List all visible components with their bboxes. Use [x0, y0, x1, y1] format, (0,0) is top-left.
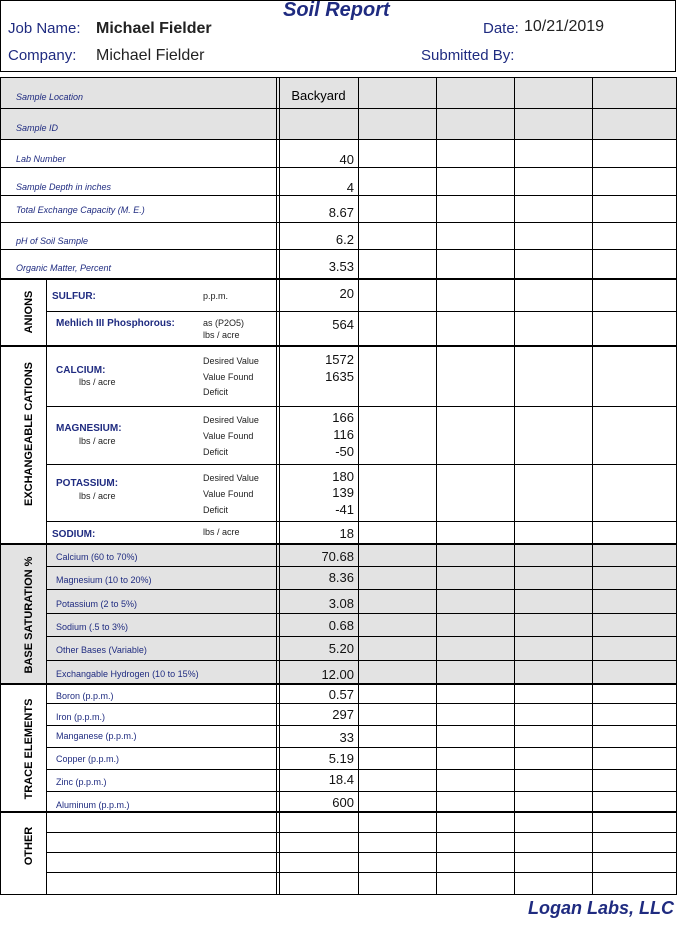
table-row	[46, 347, 676, 407]
magnesium-found-label: Value Found	[203, 431, 254, 441]
aluminum-value: 600	[332, 795, 354, 810]
table-row	[46, 833, 676, 853]
table-row	[46, 590, 676, 614]
company-value: Michael Fielder	[96, 47, 205, 64]
table-row	[46, 465, 676, 522]
magnesium-deficit-value: -50	[335, 444, 354, 459]
copper-label: Copper (p.p.m.)	[56, 754, 120, 764]
report-title: Soil Report	[283, 0, 390, 21]
phosphorous-value: 564	[332, 317, 354, 332]
table-row	[46, 685, 676, 704]
sulfur-value: 20	[339, 286, 354, 301]
table-row	[46, 726, 676, 748]
potassium-found-value: 139	[332, 485, 354, 500]
calcium-found-label: Value Found	[203, 372, 254, 382]
magnesium-found-value: 116	[333, 427, 354, 442]
zinc-value: 18.4	[328, 772, 354, 787]
bs-hydrogen-label: Exchangable Hydrogen (10 to 15%)	[56, 669, 199, 679]
bs-other-bases-label: Other Bases (Variable)	[56, 645, 147, 655]
phosphorous-unit-lbs: lbs / acre	[203, 330, 240, 340]
soil-data-table	[0, 77, 677, 895]
table-row	[46, 853, 676, 873]
tec-value: 8.67	[328, 205, 354, 220]
sample-location-value: Backyard	[291, 88, 346, 103]
table-row	[46, 704, 676, 726]
bs-sodium-label: Sodium (.5 to 3%)	[56, 622, 129, 632]
potassium-found-label: Value Found	[203, 489, 254, 499]
section-anions: ANIONS	[23, 290, 35, 334]
ph-label: pH of Soil Sample	[16, 236, 89, 246]
calcium-label: CALCIUM:	[56, 365, 106, 376]
iron-label: Iron (p.p.m.)	[56, 712, 106, 722]
manganese-value: 33	[339, 730, 354, 745]
ph-value: 6.2	[335, 232, 354, 247]
table-row	[46, 813, 676, 833]
tec-label: Total Exchange Capacity (M. E.)	[16, 205, 145, 215]
table-row	[1, 109, 676, 140]
manganese-label: Manganese (p.p.m.)	[56, 731, 137, 741]
sodium-value: 18	[339, 526, 354, 541]
section-trace-elements: TRACE ELEMENTS	[23, 698, 35, 800]
table-row	[46, 614, 676, 637]
iron-value: 297	[332, 707, 354, 722]
magnesium-desired-label: Desired Value	[203, 415, 259, 425]
table-row	[46, 280, 676, 312]
aluminum-label: Aluminum (p.p.m.)	[56, 800, 130, 810]
company-label: Company:	[8, 47, 77, 64]
magnesium-unit: lbs / acre	[79, 436, 116, 446]
potassium-desired-value: 180	[332, 469, 354, 484]
bs-other-bases-value: 5.20	[328, 641, 354, 656]
section-other: OTHER	[23, 826, 35, 866]
potassium-deficit-value: -41	[335, 502, 354, 517]
sample-depth-value: 4	[346, 180, 354, 195]
calcium-desired-value: 1572	[325, 352, 354, 367]
table-row	[46, 770, 676, 792]
lab-number-label: Lab Number	[16, 154, 66, 164]
boron-label: Boron (p.p.m.)	[56, 691, 114, 701]
potassium-label: POTASSIUM:	[56, 478, 119, 489]
date-label: Date:	[483, 20, 519, 37]
zinc-label: Zinc (p.p.m.)	[56, 777, 107, 787]
bs-potassium-label: Potassium (2 to 5%)	[56, 599, 138, 609]
calcium-desired-label: Desired Value	[203, 356, 259, 366]
boron-value: 0.57	[328, 687, 354, 702]
table-row	[46, 407, 676, 465]
submitted-by-label: Submitted By:	[421, 47, 515, 64]
potassium-unit: lbs / acre	[79, 491, 116, 501]
copper-value: 5.19	[328, 751, 354, 766]
sulfur-label: SULFUR:	[52, 291, 96, 302]
magnesium-label: MAGNESIUM:	[56, 423, 122, 434]
bs-calcium-value: 70.68	[321, 549, 354, 564]
bs-magnesium-value: 8.36	[328, 570, 354, 585]
potassium-desired-label: Desired Value	[203, 473, 259, 483]
job-name-label: Job Name:	[8, 20, 81, 37]
section-exchangeable-cations: EXCHANGEABLE CATIONS	[23, 361, 35, 507]
phosphorous-label: Mehlich III Phosphorous:	[56, 318, 175, 329]
bs-hydrogen-value: 12.00	[321, 667, 354, 682]
date-value: 10/21/2019	[524, 18, 605, 35]
sample-id-label: Sample ID	[16, 123, 59, 133]
calcium-unit: lbs / acre	[79, 377, 116, 387]
magnesium-deficit-label: Deficit	[203, 447, 229, 457]
table-row	[46, 545, 676, 567]
sample-depth-label: Sample Depth in inches	[16, 182, 112, 192]
sodium-unit: lbs / acre	[203, 527, 240, 537]
organic-matter-value: 3.53	[328, 259, 354, 274]
calcium-found-value: 1635	[325, 369, 354, 384]
organic-matter-label: Organic Matter, Percent	[16, 263, 112, 273]
lab-name: Logan Labs, LLC	[528, 898, 674, 918]
table-row	[46, 748, 676, 770]
bs-potassium-value: 3.08	[328, 596, 354, 611]
job-name-value: Michael Fielder	[96, 20, 212, 37]
bs-sodium-value: 0.68	[328, 618, 354, 633]
sample-location-label: Sample Location	[16, 92, 84, 102]
phosphorous-unit: as (P2O5)	[203, 318, 245, 328]
bs-magnesium-label: Magnesium (10 to 20%)	[56, 575, 152, 585]
section-base-saturation: BASE SATURATION %	[23, 556, 35, 674]
magnesium-desired-value: 166	[332, 410, 354, 425]
potassium-deficit-label: Deficit	[203, 505, 229, 515]
bs-calcium-label: Calcium (60 to 70%)	[56, 552, 138, 562]
sulfur-unit: p.p.m.	[203, 291, 229, 301]
lab-number-value: 40	[339, 152, 354, 167]
calcium-deficit-label: Deficit	[203, 387, 229, 397]
sodium-label: SODIUM:	[52, 529, 96, 540]
